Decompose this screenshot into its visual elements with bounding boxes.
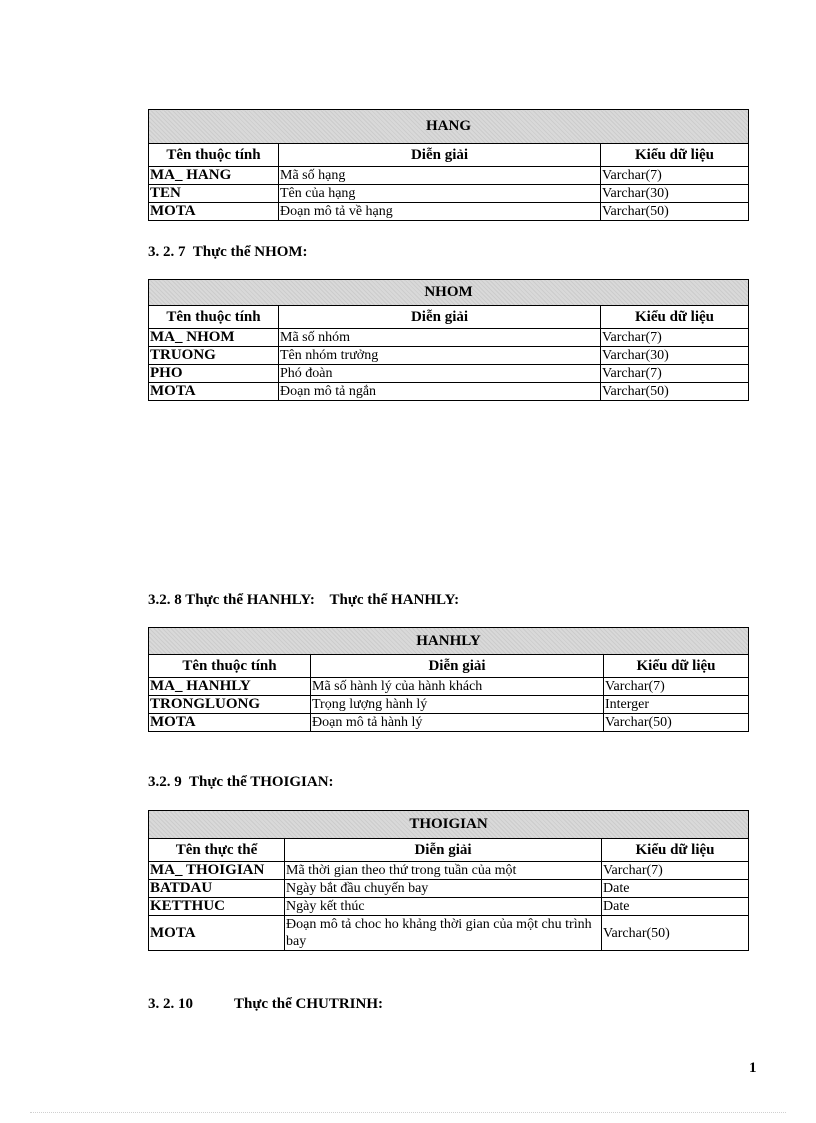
table-title: HANG xyxy=(149,110,749,144)
attr-desc: Mã số nhóm xyxy=(279,329,601,347)
attr-type: Varchar(50) xyxy=(602,916,749,951)
attr-name: MOTA xyxy=(149,916,285,951)
page-number: 1 xyxy=(749,1060,757,1076)
attr-name: KETTHUC xyxy=(149,898,285,916)
section-heading-chutrinh: 3. 2. 10 Thực thể CHUTRINH: xyxy=(148,996,383,1012)
table-row xyxy=(149,696,749,714)
attr-desc: Đoạn mô tả ngắn xyxy=(279,383,601,401)
attr-name: MA_ HANHLY xyxy=(149,678,311,696)
attr-type: Varchar(30) xyxy=(601,185,749,203)
attr-desc: Tên của hạng xyxy=(279,185,601,203)
attr-name: PHO xyxy=(149,365,279,383)
section-heading-thoigian: 3.2. 9 Thực thể THOIGIAN: xyxy=(148,774,334,790)
col-header-entity: Tên thực thể xyxy=(149,839,285,862)
attr-desc: Đoạn mô tả hành lý xyxy=(311,714,604,732)
table-row xyxy=(149,203,749,221)
attr-name: BATDAU xyxy=(149,880,285,898)
attr-desc: Mã số hạng xyxy=(279,167,601,185)
attr-name: MA_ NHOM xyxy=(149,329,279,347)
attr-name: MA_ THOIGIAN xyxy=(149,862,285,880)
attr-desc: Trọng lượng hành lý xyxy=(311,696,604,714)
col-header-attr: Tên thuộc tính xyxy=(149,306,279,329)
attr-desc: Tên nhóm trưởng xyxy=(279,347,601,365)
table-row xyxy=(149,365,749,383)
attr-name: TRONGLUONG xyxy=(149,696,311,714)
table-row xyxy=(149,383,749,401)
col-header-desc: Diễn giải xyxy=(279,306,601,329)
attr-type: Varchar(50) xyxy=(604,714,749,732)
attr-desc: Đoạn mô tả về hạng xyxy=(279,203,601,221)
section-heading-hanhly: 3.2. 8 Thực thể HANHLY: Thực thể HANHLY: xyxy=(148,592,460,608)
attr-type: Varchar(7) xyxy=(602,862,749,880)
attr-type: Varchar(30) xyxy=(601,347,749,365)
table-row xyxy=(149,167,749,185)
attr-name: MOTA xyxy=(149,714,311,732)
table-thoigian xyxy=(148,810,749,951)
attr-name: MA_ HANG xyxy=(149,167,279,185)
attr-type: Varchar(7) xyxy=(601,167,749,185)
table-hanhly xyxy=(148,627,749,732)
attr-desc: Đoạn mô tả choc ho khảng thời gian của một chu trình bay xyxy=(285,916,602,951)
attr-desc: Ngày kết thúc xyxy=(285,898,602,916)
table-title: NHOM xyxy=(149,280,749,306)
table-row xyxy=(149,678,749,696)
table-row xyxy=(149,185,749,203)
table-title: THOIGIAN xyxy=(149,811,749,839)
col-header-type: Kiểu dữ liệu xyxy=(602,839,749,862)
section-heading-nhom: 3. 2. 7 Thực thể NHOM: xyxy=(148,244,308,260)
table-nhom xyxy=(148,279,749,401)
col-header-desc: Diễn giải xyxy=(279,144,601,167)
attr-desc: Phó đoàn xyxy=(279,365,601,383)
attr-type: Interger xyxy=(604,696,749,714)
attr-name: MOTA xyxy=(149,203,279,221)
attr-type: Varchar(7) xyxy=(601,329,749,347)
table-title: HANHLY xyxy=(149,628,749,655)
footer-divider xyxy=(30,1112,786,1113)
attr-type: Varchar(50) xyxy=(601,383,749,401)
table-row xyxy=(149,714,749,732)
attr-name: MOTA xyxy=(149,383,279,401)
attr-type: Date xyxy=(602,898,749,916)
col-header-desc: Diễn giải xyxy=(285,839,602,862)
attr-type: Date xyxy=(602,880,749,898)
col-header-type: Kiểu dữ liệu xyxy=(604,655,749,678)
table-row xyxy=(149,898,749,916)
attr-name: TRUONG xyxy=(149,347,279,365)
attr-type: Varchar(50) xyxy=(601,203,749,221)
table-row xyxy=(149,329,749,347)
col-header-attr: Tên thuộc tính xyxy=(149,655,311,678)
attr-desc: Mã số hành lý của hành khách xyxy=(311,678,604,696)
attr-type: Varchar(7) xyxy=(604,678,749,696)
col-header-type: Kiểu dữ liệu xyxy=(601,306,749,329)
attr-name: TEN xyxy=(149,185,279,203)
attr-type: Varchar(7) xyxy=(601,365,749,383)
table-row xyxy=(149,916,749,951)
attr-desc: Mã thời gian theo thứ trong tuần của một xyxy=(285,862,602,880)
table-row xyxy=(149,880,749,898)
table-hang xyxy=(148,109,749,221)
col-header-desc: Diễn giải xyxy=(311,655,604,678)
attr-desc: Ngày bắt đầu chuyến bay xyxy=(285,880,602,898)
table-row xyxy=(149,347,749,365)
table-row xyxy=(149,862,749,880)
col-header-attr: Tên thuộc tính xyxy=(149,144,279,167)
col-header-type: Kiểu dữ liệu xyxy=(601,144,749,167)
